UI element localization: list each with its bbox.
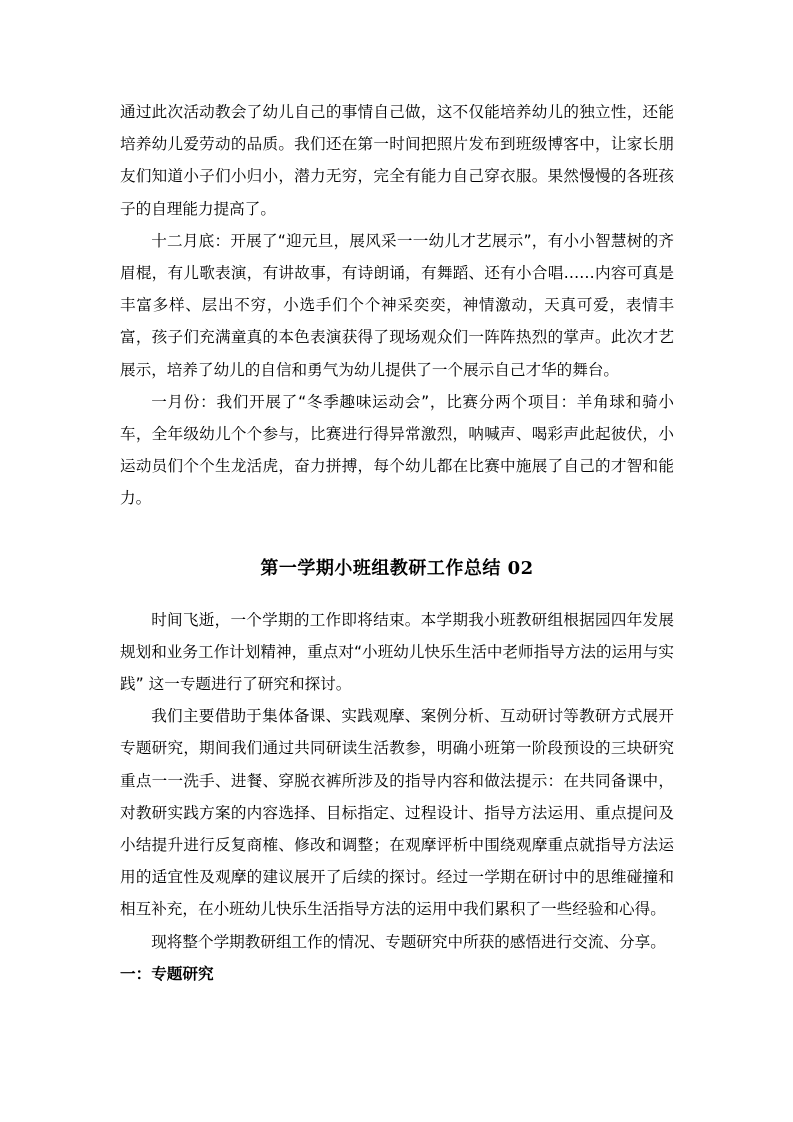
paragraph-research-methods: 我们主要借助于集体备课、实践观摩、案例分析、互动研讨等教研方式展开专题研究，期间我们通过共同研读生活教参，明确小班第一阶段预设的三块研究重点一一洗手、进餐、穿脱衣裤所涉及的指导内容和做法提示：在共同备课中，对教研实践方案的内容选择、目标指定、过程设计、指导方法运用、重点提问及小结提升进行反复商榷、修改和调整；在观摩评析中围绕观摩重点就指导方法运用的适宜性及观摩的建议展开了后续的探讨。经过一学期在研讨中的思维碰撞和相互补充，在小班幼儿快乐生活指导方法的运用中我们累积了一些经验和心得。 bbox=[120, 707, 674, 919]
section-title: 第一学期小班组教研工作总结 02 bbox=[260, 557, 534, 579]
paragraph-january-sports-meet: 一月份：我们开展了“冬季趣味运动会”，比赛分两个项目：羊角球和骑小车，全年级幼儿个个参与，比赛进行得异常激烈，呐喊声、喝彩声此起彼伏，小运动员们个个生龙活虎，奋力拼搏，每个幼儿都在比赛中施展了自己的才智和能力。 bbox=[120, 392, 674, 508]
subheading-topic-research: 一：专题研究 bbox=[120, 963, 214, 983]
document-body bbox=[120, 96, 674, 990]
paragraph-intro-continuation: 通过此次活动教会了幼儿自己的事情自己做，这不仅能培养幼儿的独立性，还能培养幼儿爱劳动的品质。我们还在第一时间把照片发布到班级博客中，让家长朋友们知道小子们小归小，潜力无穷，完全有能力自己穿衣服。果然慢慢的各班孩子的自理能力提高了。 bbox=[120, 103, 674, 218]
paragraph-semester-overview: 时间飞逝，一个学期的工作即将结束。本学期我小班教研组根据园四年发展规划和业务工作计划精神，重点对“小班幼儿快乐生活中老师指导方法的运用与实践” 这一专题进行了研究和探讨。 bbox=[120, 610, 674, 694]
paragraph-sharing-statement: 现将整个学期教研组工作的情况、专题研究中所获的感悟进行交流、分享。 bbox=[151, 932, 666, 951]
paragraph-december-talent-show: 十二月底：开展了“迎元旦，展风采一一幼儿才艺展示”，有小小智慧树的齐眉棍，有儿歌表演，有讲故事，有诗朗诵，有舞蹈、还有小合唱……内容可真是丰富多样、层出不穷，小选手们个个神采奕奕，神情激动，天真可爱，表情丰富，孩子们充满童真的本色表演获得了现场观众们一阵阵热烈的掌声。此次才艺展示，培养了幼儿的自信和勇气为幼儿提供了一个展示自己才华的舞台。 bbox=[120, 231, 674, 379]
